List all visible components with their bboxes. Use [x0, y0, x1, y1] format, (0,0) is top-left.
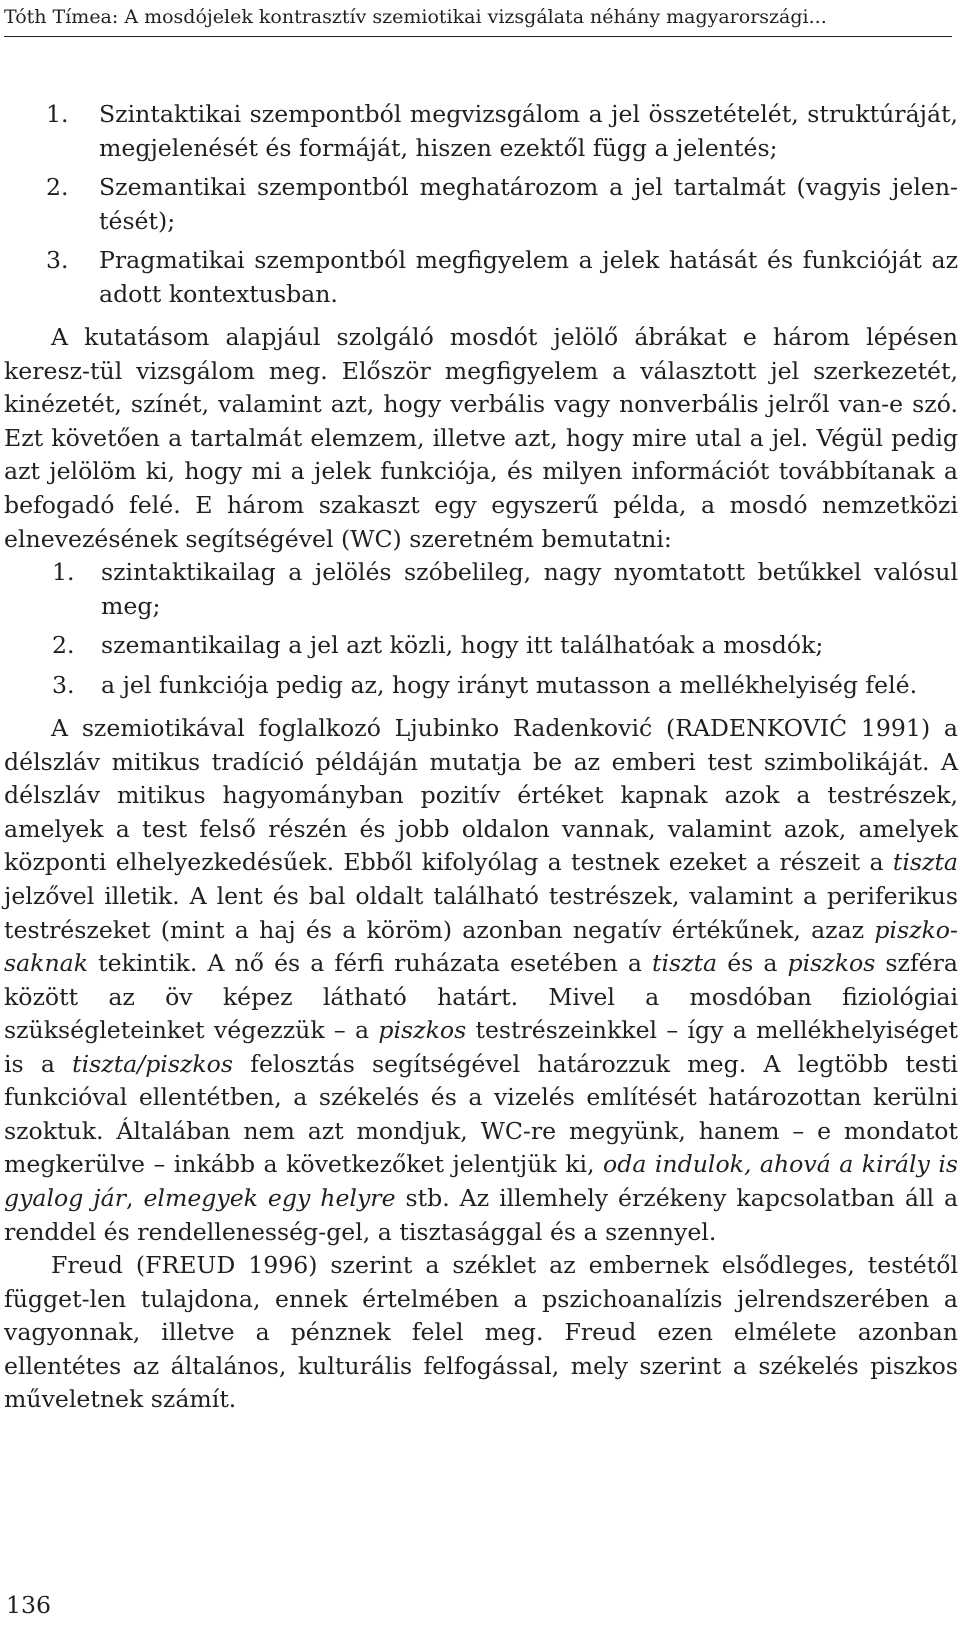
- text-run: A szemiotikával foglalkozó Ljubinko Radenković (RADENKOVIĆ 1991) a délszláv mitikus tradíció példáján mutatja be az emberi test szimbolikáját. A délszláv mitikus hagyományban pozitív értéket kapnak azok a testrészek, amelyek a test felső részén és jobb oldalon vannak, valamint azok, amelyek központi elhelyezkedésűek. Ebből kifolyólag a testnek ezeket a részeit a: [4, 714, 958, 877]
- list-item: [4, 556, 958, 623]
- method-steps-list: [4, 98, 958, 311]
- emphasis-term: tiszta/piszkos: [72, 1049, 233, 1078]
- text-run: jelzővel illetik. A lent és bal oldalt található testrészek, valamint a periferikus testrészeket (mint a haj és a köröm) azonban negatív értékűnek, azaz: [4, 882, 958, 944]
- list-item: [4, 244, 958, 311]
- emphasis-term: tiszta: [652, 949, 718, 978]
- list-item-text: a jel funkciója pedig az, hogy irányt mutasson a mellékhelyiség felé.: [101, 670, 918, 699]
- text-run: felosztás segítségével határozzuk meg. A legtöbb testi funkcióval ellentétben, a székelés és a vizelés említését határozottan kerülni szoktuk. Általában nem azt mondjuk, WC-re megyünk, hanem – e mondatot megkerülve – inkább a következőket jelentjük ki,: [4, 1049, 958, 1179]
- paragraph-radenkovic: [4, 712, 958, 1249]
- list-item: [4, 669, 958, 703]
- list-number: 1.: [52, 558, 75, 587]
- paragraph-freud: Freud (FREUD 1996) szerint a széklet az embernek elsődleges, testétől függet-len tulajdona, ennek értelmében a pszichoanalízis jelrendszerében a vagyonnak, illetve a pénznek felel meg. Freud ezen elmélete azonban ellentétes az általános, kulturális felfogással, mely szerint a székelés piszkos műveletnek számít.: [4, 1251, 958, 1414]
- emphasis-phrase: elmegyek egy helyre: [143, 1183, 396, 1212]
- list-item-text: szemantikailag a jel azt közli, hogy itt találhatóak a mosdók;: [101, 631, 824, 660]
- list-number: 3.: [46, 246, 69, 275]
- list-item-text: szintaktikailag a jelölés szóbelileg, nagy nyomtatott betűkkel valósul meg;: [101, 558, 958, 620]
- list-item: [4, 98, 958, 165]
- emphasis-term: piszkos: [378, 1016, 467, 1045]
- emphasis-term: piszkos: [787, 949, 876, 978]
- text-run: stb. Az illemhely érzékeny kapcsolatban áll a renddel és rendellenesség-gel, a tisztasággal és a szennyel.: [4, 1183, 959, 1246]
- list-item-text: Szemantikai szempontból meghatározom a jel tartalmát (vagyis jelen-tését);: [99, 173, 958, 235]
- text-run: és a: [717, 949, 788, 978]
- list-item-text: Szintaktikai szempontból megvizsgálom a jel összetételét, struktúráját, megjelenését és formáját, hiszen ezektől függ a jelentés;: [99, 100, 958, 162]
- paragraph-research-method: A kutatásom alapjául szolgáló mosdót jelölő ábrákat e három lépésen keresz-tül vizsgálom meg. Először megfigyelem a választott jel szerkezetét, kinézetét, színét, valamint azt, hogy verbális vagy nonverbális jelről van-e szó. Ezt követően a tartalmát elemzem, illetve azt, hogy mire utal a jel. Végül pedig azt jelölöm ki, hogy mi a jelek funkciója, és milyen információt továbbítanak a befogadó felé. E három szakaszt egy egyszerű példa, a mosdó nemzetközi elnevezésének segítségével (WC) szeretném bemutatni:: [4, 323, 958, 553]
- list-number: 1.: [46, 100, 69, 128]
- list-number: 3.: [52, 670, 75, 699]
- body-text: [4, 98, 958, 1417]
- emphasis-phrase: oda indulok, ahová a király is gyalog jár: [4, 1150, 958, 1212]
- text-run: tekintik. A nő és a férfi ruházata esetében a: [88, 949, 653, 978]
- text-run: ,: [125, 1183, 144, 1212]
- text-run: szféra között az öv képez látható határt. Mivel a mosdóban fiziológiai szükségleteinket végezzük – a: [4, 949, 958, 1045]
- page-number: 136: [6, 1591, 52, 1619]
- list-item: [4, 629, 958, 663]
- list-item: [4, 171, 958, 238]
- emphasis-term: tiszta: [892, 848, 958, 877]
- running-header: Tóth Tímea: A mosdójelek kontrasztív szemiotikai vizsgálata néhány magyarországi...: [4, 4, 952, 37]
- emphasis-term: piszko-saknak: [4, 915, 958, 978]
- wc-example-list: [4, 556, 958, 702]
- list-number: 2.: [52, 631, 75, 660]
- list-number: 2.: [46, 173, 69, 202]
- list-item-text: Pragmatikai szempontból megfigyelem a jelek hatását és funkcióját az adott kontextusban.: [99, 246, 958, 308]
- text-run: testrészeinkkel – így a mellékhelyiséget is a: [4, 1016, 958, 1078]
